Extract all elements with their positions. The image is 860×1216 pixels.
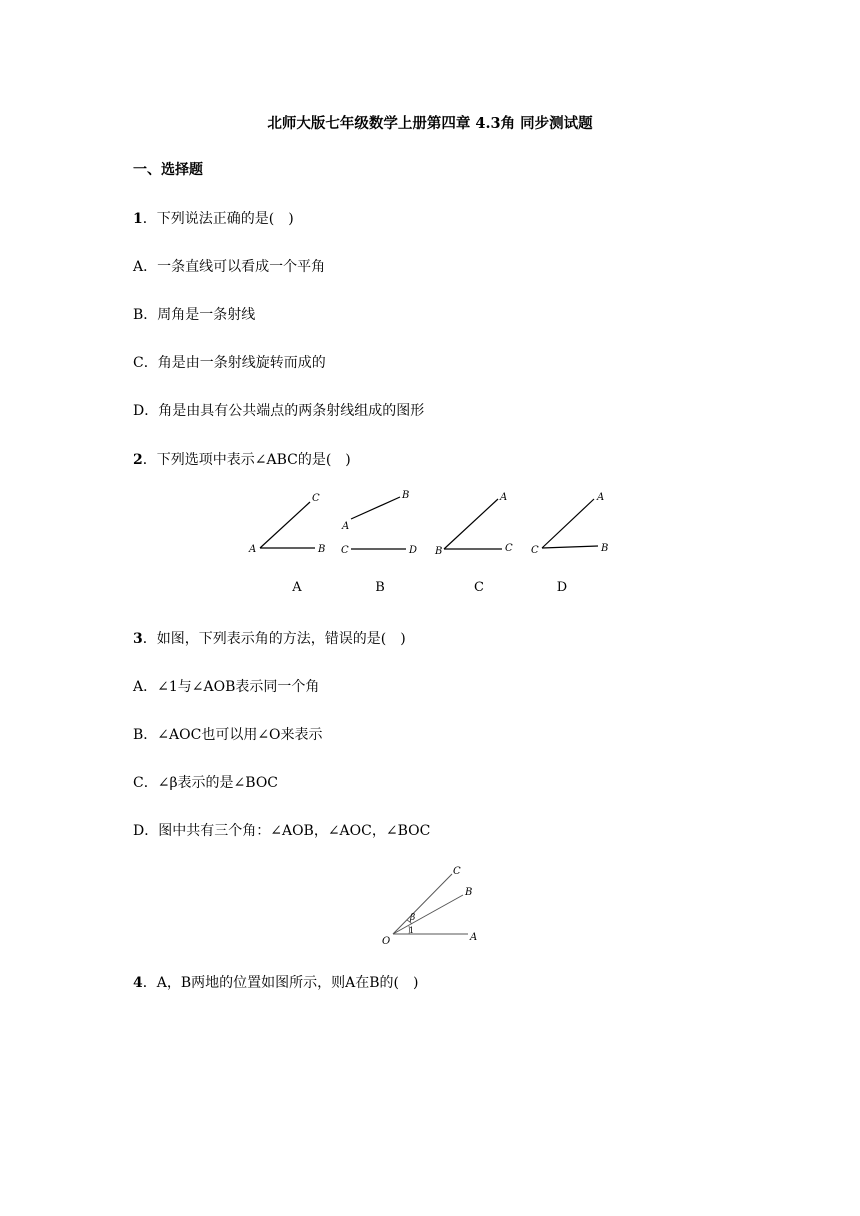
segment-line — [351, 497, 400, 519]
q3-option-c: C．∠β表示的是∠BOC — [133, 775, 279, 791]
question-stem: ．如图，下列表示角的方法，错误的是( ) — [142, 631, 406, 647]
q1-option-c: C．角是由一条射线旋转而成的 — [133, 355, 326, 371]
point-label: A — [342, 521, 350, 532]
ray-line — [542, 499, 594, 548]
point-label: A — [500, 492, 508, 503]
question-2 — [133, 451, 351, 469]
ray-oc — [393, 874, 452, 934]
point-label: B — [435, 546, 443, 557]
q2-figure-b — [341, 490, 417, 556]
ray-line — [444, 499, 498, 549]
q3-angle-figure — [375, 860, 490, 950]
point-label: C — [312, 493, 320, 504]
angle-label-1: 1 — [409, 926, 415, 935]
point-label: C — [531, 545, 539, 556]
point-label: C — [341, 545, 349, 556]
q2-caption-a: A — [292, 580, 302, 595]
question-number: 1 — [133, 211, 143, 227]
point-label-o: O — [382, 936, 391, 947]
question-number: 4 — [133, 975, 143, 991]
document-title: 北师大版七年级数学上册第四章 4.3角 同步测试题 — [267, 115, 593, 132]
q2-figure-d — [531, 492, 608, 556]
question-number: 2 — [133, 452, 143, 468]
q3-option-a: A．∠1与∠AOB表示同一个角 — [133, 679, 320, 695]
question-stem: ．下列选项中表示∠ABC的是( ) — [142, 452, 351, 468]
point-label: A — [249, 544, 257, 555]
question-1 — [133, 210, 294, 228]
q2-angle-figures — [240, 485, 620, 565]
point-label: B — [318, 544, 326, 555]
question-4 — [133, 974, 418, 992]
ray-ob — [393, 895, 463, 934]
point-label: C — [505, 543, 513, 554]
point-label: D — [409, 545, 418, 556]
q2-figure-c — [434, 492, 513, 557]
q3-option-d: D．图中共有三个角：∠AOB，∠AOC，∠BOC — [133, 823, 431, 839]
section-heading: 一、选择题 — [133, 162, 203, 178]
point-label-a: A — [470, 932, 478, 943]
q1-option-b: B．周角是一条射线 — [133, 307, 256, 323]
question-number: 3 — [133, 631, 143, 647]
q1-option-a: A．一条直线可以看成一个平角 — [133, 259, 326, 275]
ray-line — [260, 502, 310, 548]
q1-option-d: D．角是由具有公共端点的两条射线组成的图形 — [133, 403, 425, 419]
q2-caption-b: B — [375, 580, 385, 595]
ray-line — [542, 546, 598, 548]
q2-caption-d: D — [556, 580, 568, 595]
point-label: B — [601, 543, 609, 554]
question-stem: ．下列说法正确的是( ) — [142, 211, 294, 227]
q3-option-b: B．∠AOC也可以用∠O来表示 — [133, 727, 323, 743]
point-label-b: B — [465, 887, 473, 898]
q2-caption-c: C — [474, 580, 484, 595]
question-stem: ．A，B两地的位置如图所示，则A在B的( ) — [142, 975, 419, 991]
angle-label-beta: β — [410, 913, 416, 923]
point-label-c: C — [453, 866, 461, 877]
point-label: A — [597, 492, 605, 503]
question-3 — [133, 630, 406, 648]
q2-figure-a — [248, 493, 325, 555]
point-label: B — [402, 490, 410, 501]
